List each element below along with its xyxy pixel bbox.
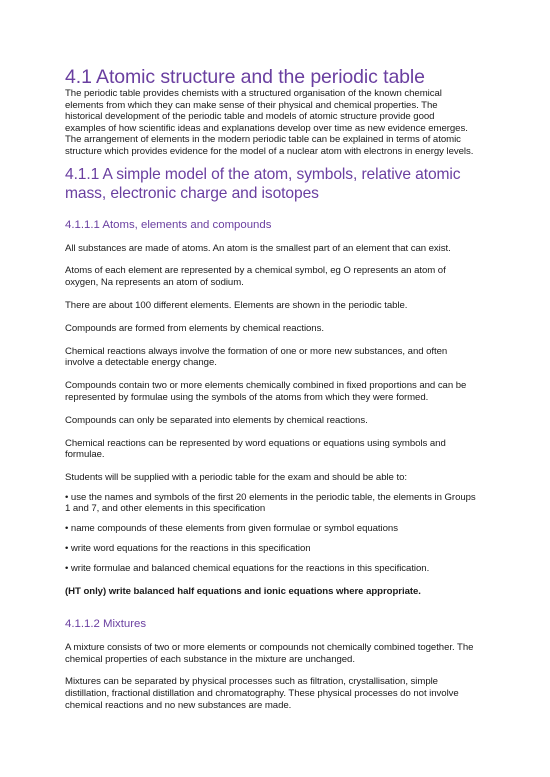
atoms-paragraph: Atoms of each element are represented by a chemical symbol, eg O represents an atom of oxygen, Na represents an atom of sodium. — [65, 265, 446, 289]
atoms-heading: 4.1.1.1 Atoms, elements and compounds — [65, 218, 272, 231]
atoms-paragraph: Compounds contain two or more elements chemically combined in fixed proportions and can be represented by formulae using the symbols of the atoms from which they were formed. — [65, 380, 467, 403]
atoms-paragraph: Chemical reactions can be represented by word equations or equations using symbols and formulae. — [65, 437, 446, 461]
atoms-paragraph: Compounds can only be separated into elements by chemical reactions. — [65, 414, 368, 426]
bullet-item: • write word equations for the reactions in this specification — [65, 543, 311, 554]
atoms-paragraph: Students will be supplied with a periodic table for the exam and should be able to: — [65, 472, 407, 484]
atoms-paragraph: All substances are made of atoms. An atom is the smallest part of an element that can exist. — [65, 242, 451, 254]
bullet-item: • name compounds of these elements from given formulae or symbol equations — [65, 523, 398, 535]
mixtures-heading: 4.1.1.2 Mixtures — [65, 617, 147, 630]
bullet-item: • write formulae and balanced chemical equations for the reactions in this specification. — [65, 562, 430, 574]
mixtures-paragraph: Mixtures can be separated by physical processes such as filtration, crystallisation, simple distillation, fractional distillation and chromatography. These physical processes do not involve chemical reactions and no new substances are made. — [65, 676, 459, 711]
mixtures-paragraph: A mixture consists of two or more elements or compounds not chemically combined together. The chemical properties of each substance in the mixture are unchanged. — [65, 641, 474, 665]
atoms-paragraph: There are about 100 different elements. Elements are shown in the periodic table. — [65, 299, 408, 311]
atoms-paragraph: Chemical reactions always involve the formation of one or more new substances, and often involve a detectable energy change. — [65, 345, 448, 369]
intro-paragraph: The periodic table provides chemists with a structured organisation of the known chemical elements from which they can make sense of their physical and chemical properties. The historical development of the periodic table and models of atomic structure provide good examples of how scientific ideas and explanations develop over time as new evidence emerges. The arrangement of elements in the modern periodic table can be explained in terms of atomic structure which provides evidence for the model of a nuclear atom with electrons in energy levels. — [65, 88, 474, 157]
atoms-paragraph: Compounds are formed from elements by chemical reactions. — [65, 322, 324, 334]
bullet-item: • use the names and symbols of the first 20 elements in the periodic table, the elements in Groups 1 and 7, and other elements in this specification — [65, 491, 476, 515]
section-title: 4.1 Atomic structure and the periodic table — [65, 66, 425, 88]
ht-only-note: (HT only) write balanced half equations and ionic equations where appropriate. — [65, 586, 421, 598]
subsection-title: 4.1.1 A simple model of the atom, symbols, relative atomic mass, electronic charge and isotopes — [65, 165, 461, 203]
